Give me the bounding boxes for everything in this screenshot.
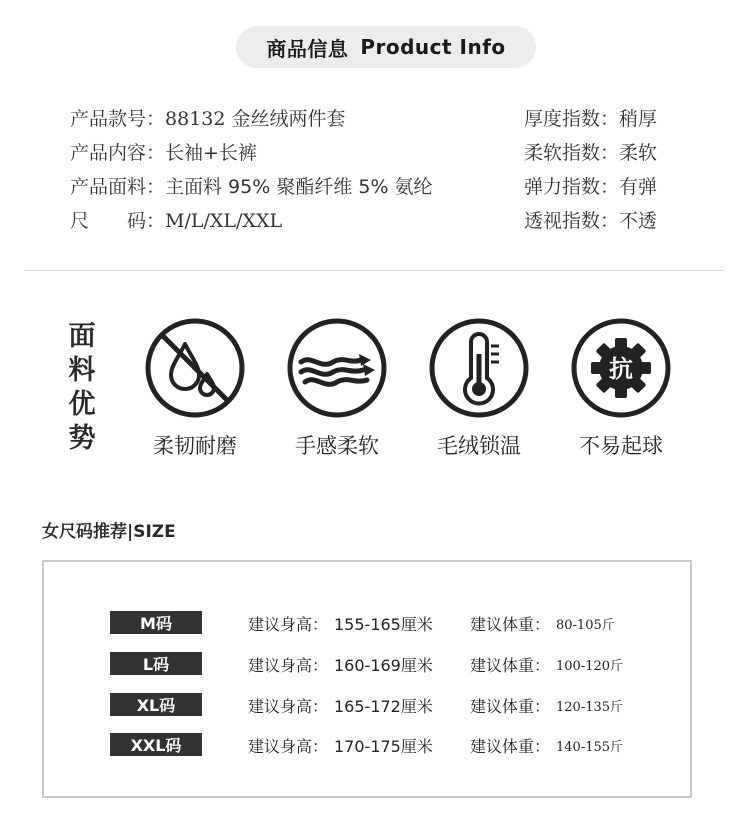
info-label: 柔软指数： bbox=[524, 142, 620, 164]
advantages-label-char: 料 bbox=[68, 355, 96, 386]
size-tag: L码 bbox=[110, 652, 202, 675]
info-item-thickness bbox=[524, 104, 657, 131]
info-item-elasticity bbox=[524, 172, 657, 199]
weight-label: 建议体重： bbox=[470, 737, 551, 756]
feature-text: 不易起球 bbox=[579, 434, 663, 458]
size-tag: M码 bbox=[110, 611, 202, 634]
advantages-label-char: 势 bbox=[68, 423, 96, 454]
feature-text: 毛绒锁温 bbox=[437, 434, 521, 458]
weight-value: 100-120斤 bbox=[556, 659, 624, 674]
feature-warm bbox=[409, 318, 549, 460]
info-label: 产品内容： bbox=[70, 142, 166, 164]
info-value: 柔软 bbox=[619, 142, 658, 164]
wind-waves-icon bbox=[287, 318, 387, 418]
section-divider bbox=[24, 270, 724, 271]
info-value: 不透 bbox=[619, 210, 658, 232]
anti-pilling-gear-icon bbox=[571, 318, 671, 418]
weight-label: 建议体重： bbox=[470, 697, 551, 716]
weight-label: 建议体重： bbox=[470, 656, 551, 675]
weight-label: 建议体重： bbox=[470, 615, 551, 634]
page-title bbox=[236, 26, 536, 68]
weight-value: 120-135斤 bbox=[556, 700, 624, 715]
title-cn: 商品信息 bbox=[266, 36, 349, 61]
weight-value: 80-105斤 bbox=[556, 618, 615, 633]
info-label: 产品款号： bbox=[70, 108, 166, 130]
height-value: 155-165厘米 bbox=[334, 615, 433, 634]
height-value: 165-172厘米 bbox=[334, 697, 433, 716]
feature-text: 柔韧耐磨 bbox=[153, 434, 237, 458]
info-value: 88132 金丝绒两件套 bbox=[165, 108, 346, 130]
info-label: 弹力指数： bbox=[524, 176, 620, 198]
size-table bbox=[42, 560, 692, 798]
height-value: 170-175厘米 bbox=[334, 737, 433, 756]
advantages-label-char: 面 bbox=[68, 321, 96, 352]
size-heading: 女尺码推荐|SIZE bbox=[42, 522, 176, 542]
info-value: 稍厚 bbox=[619, 108, 658, 130]
info-item-softness bbox=[524, 138, 657, 165]
thermometer-icon bbox=[429, 318, 529, 418]
info-item-style-no bbox=[70, 104, 346, 131]
height-label: 建议身高： bbox=[248, 615, 329, 634]
info-value: 有弹 bbox=[619, 176, 658, 198]
title-en: Product Info bbox=[360, 35, 506, 59]
height-label: 建议身高： bbox=[248, 656, 329, 675]
size-row bbox=[44, 611, 690, 635]
info-label: 透视指数： bbox=[524, 210, 620, 232]
feature-durable bbox=[125, 318, 265, 460]
size-row bbox=[44, 652, 690, 676]
anti-icon-text: 抗 bbox=[609, 355, 633, 383]
info-item-content bbox=[70, 138, 257, 165]
advantages-label-char: 优 bbox=[68, 389, 96, 420]
info-label: 产品面料： bbox=[70, 176, 166, 198]
water-drop-slash-icon bbox=[145, 318, 245, 418]
info-item-sheerness bbox=[524, 206, 657, 233]
size-tag: XL码 bbox=[110, 693, 202, 716]
feature-text: 手感柔软 bbox=[295, 434, 379, 458]
size-row bbox=[44, 693, 690, 717]
height-label: 建议身高： bbox=[248, 697, 329, 716]
size-row bbox=[44, 733, 690, 757]
size-tag: XXL码 bbox=[110, 733, 202, 756]
info-value: 主面料 95% 聚酯纤维 5% 氨纶 bbox=[165, 176, 433, 198]
info-value: M/L/XL/XXL bbox=[165, 210, 283, 232]
info-label: 厚度指数： bbox=[524, 108, 620, 130]
weight-value: 140-155斤 bbox=[556, 740, 624, 755]
info-item-size bbox=[70, 206, 282, 233]
height-label: 建议身高： bbox=[248, 737, 329, 756]
info-label: 尺 码： bbox=[70, 210, 166, 232]
feature-anti-pilling bbox=[551, 318, 691, 460]
feature-soft bbox=[267, 318, 407, 460]
info-value: 长袖+长裤 bbox=[165, 142, 257, 164]
info-item-fabric bbox=[70, 172, 433, 199]
height-value: 160-169厘米 bbox=[334, 656, 433, 675]
advantages-label bbox=[64, 320, 100, 456]
